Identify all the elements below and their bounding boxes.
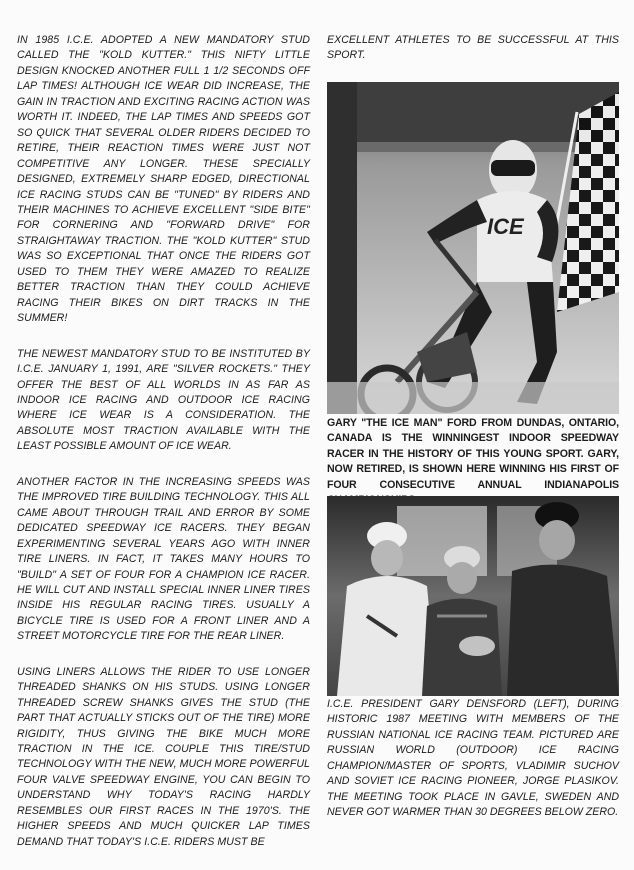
meeting-photo-illustration [327,496,619,696]
photo-russian-team-meeting [327,496,619,696]
paragraph-silver-rockets: THE NEWEST MANDATORY STUD TO BE INSTITUTED BY I.C.E. JANUARY 1, 1991, ARE "SILVER ROCKETS." THEY OFFER THE BEST OF ALL WORLDS IN AS FAR AS INDOOR ICE RACING AND OUTDOOR ICE RACING WHERE ICE WEAR IS A CONSIDERATION. THE ABSOLUTE MOST TRACTION AVAILABLE WITH THE LEAST POSSIBLE AMOUNT OF ICE WEAR. [17,347,310,453]
left-text-column [17,33,310,870]
paragraph-liners: USING LINERS ALLOWS THE RIDER TO USE LONGER THREADED SHANKS ON HIS STUDS. USING LONGER THREADED SCREW SHANKS GIVES THE STUD (THE PART THAT ACTUALLY STICKS OUT OF THE TIRE) MORE RIGIDITY, THUS GIVING THE BIKE MUCH MORE TRACTION IN THE ICE. COUPLE THIS TIRE/STUD TECHNOLOGY WITH THE NEW, MUCH MORE POWERFUL FOUR VALVE SPEEDWAY ENGINE, YOU CAN BEGIN TO UNDERSTAND WHY TODAY'S RACING HARDLY RESEMBLES OUR FIRST RACES IN THE 1970'S. THE HIGHER SPEEDS AND MUCH QUICKER LAP TIMES DEMAND THAT TODAY'S I.C.E. RIDERS MUST BE [17,665,310,848]
photo-ice-racer-with-flag [327,82,619,414]
ice-racer-photo-illustration [327,82,619,414]
paragraph-kold-kutter: IN 1985 I.C.E. ADOPTED A NEW MANDATORY STUD CALLED THE "KOLD KUTTER." THIS NIFTY LITTLE DESIGN KNOCKED ANOTHER FULL 1 1/2 SECONDS OFF LAP TIMES! ALTHOUGH ICE WEAR DID INCREASE, THE GAIN IN TRACTION AND EXCITING RACING ACTION WAS WORTH IT. INDEED, THE LAP TIMES AND SPEEDS GOT SO QUICK THAT SEVERAL OLDER RIDERS DECIDED TO RETIRE, THEIR REACTION TIMES WERE JUST NOT COMPETITIVE ANY LONGER. THESE SPECIALLY DESIGNED, EXTREMELY SHARP EDGED, DIRECTIONAL ICE RACING STUDS CAN BE "TUNED" BY RIDERS AND THEIR MACHINES TO ACHIEVE EXCELLENT "SIDE BITE" FOR CORNERING AND "FORWARD DRIVE" FOR STRAIGHTAWAY TRACTION. THE "KOLD KUTTER" STUD WAS SO EXCEPTIONAL THAT ONCE THE RIDERS GOT USED TO THEM THEY WERE AMAZED TO REALIZE BETTER TRACTION THAN THEY COULD ACHIEVE RACING THEIR BIKES ON DIRT TRACKS IN THE SUMMER! [17,34,310,325]
caption-gary-ford [327,416,619,509]
jersey-text: ICE [487,214,524,239]
right-column-continuation [327,33,619,64]
caption-densford-meeting [327,697,619,821]
caption-text-2: I.C.E. PRESIDENT GARY DENSFORD (LEFT), DURING HISTORIC 1987 MEETING WITH MEMBERS OF THE RUSSIAN NATIONAL ICE RACING TEAM. PICTURED ARE RUSSIAN WORLD (OUTDOOR) ICE RACING CHAMPION/MASTER OF SPORTS, VLADIMIR SUCHOV AND SOVIET ICE RACING PIONEER, JORGE PLASIKOV. THE MEETING TOOK PLACE IN GAVLE, SWEDEN AND NEVER GOT WARMER THAN 30 DEGREES BELOW ZERO. [327,698,619,819]
paragraph-tire-technology: ANOTHER FACTOR IN THE INCREASING SPEEDS WAS THE IMPROVED TIRE BUILDING TECHNOLOGY. THIS ALL CAME ABOUT THROUGH TRAIL AND ERROR BY SOME DEDICATED SPEEDWAY ICE RACERS. THEY BEGAN EXPERIMENTING SEVERAL YEARS AGO WITH INNER TIRE LINERS. IN FACT, IT TAKES MANY HOURS TO "BUILD" A SET OF FOUR FOR A CHAMPION ICE RACER. HE WILL CUT AND INSTALL SPECIAL INNER LINER TIRES INSIDE HIS REGULAR RACING TIRES. USUALLY A BICYCLE TIRE IS USED FOR A FRONT LINER AND A STREET MOTORCYCLE TIRE FOR THE REAR LINER. [17,475,310,643]
paragraph-continuation: EXCELLENT ATHLETES TO BE SUCCESSFUL AT THIS SPORT. [327,34,619,62]
caption-text-1: GARY "THE ICE MAN" FORD FROM DUNDAS, ONTARIO, CANADA IS THE WINNINGEST INDOOR SPEEDWAY RACER IN THE HISTORY OF THIS YOUNG SPORT. GARY, NOW RETIRED, IS SHOWN HERE WINNING HIS FIRST OF FOUR CONSECUTIVE ANNUAL INDIANAPOLIS [327,417,619,491]
